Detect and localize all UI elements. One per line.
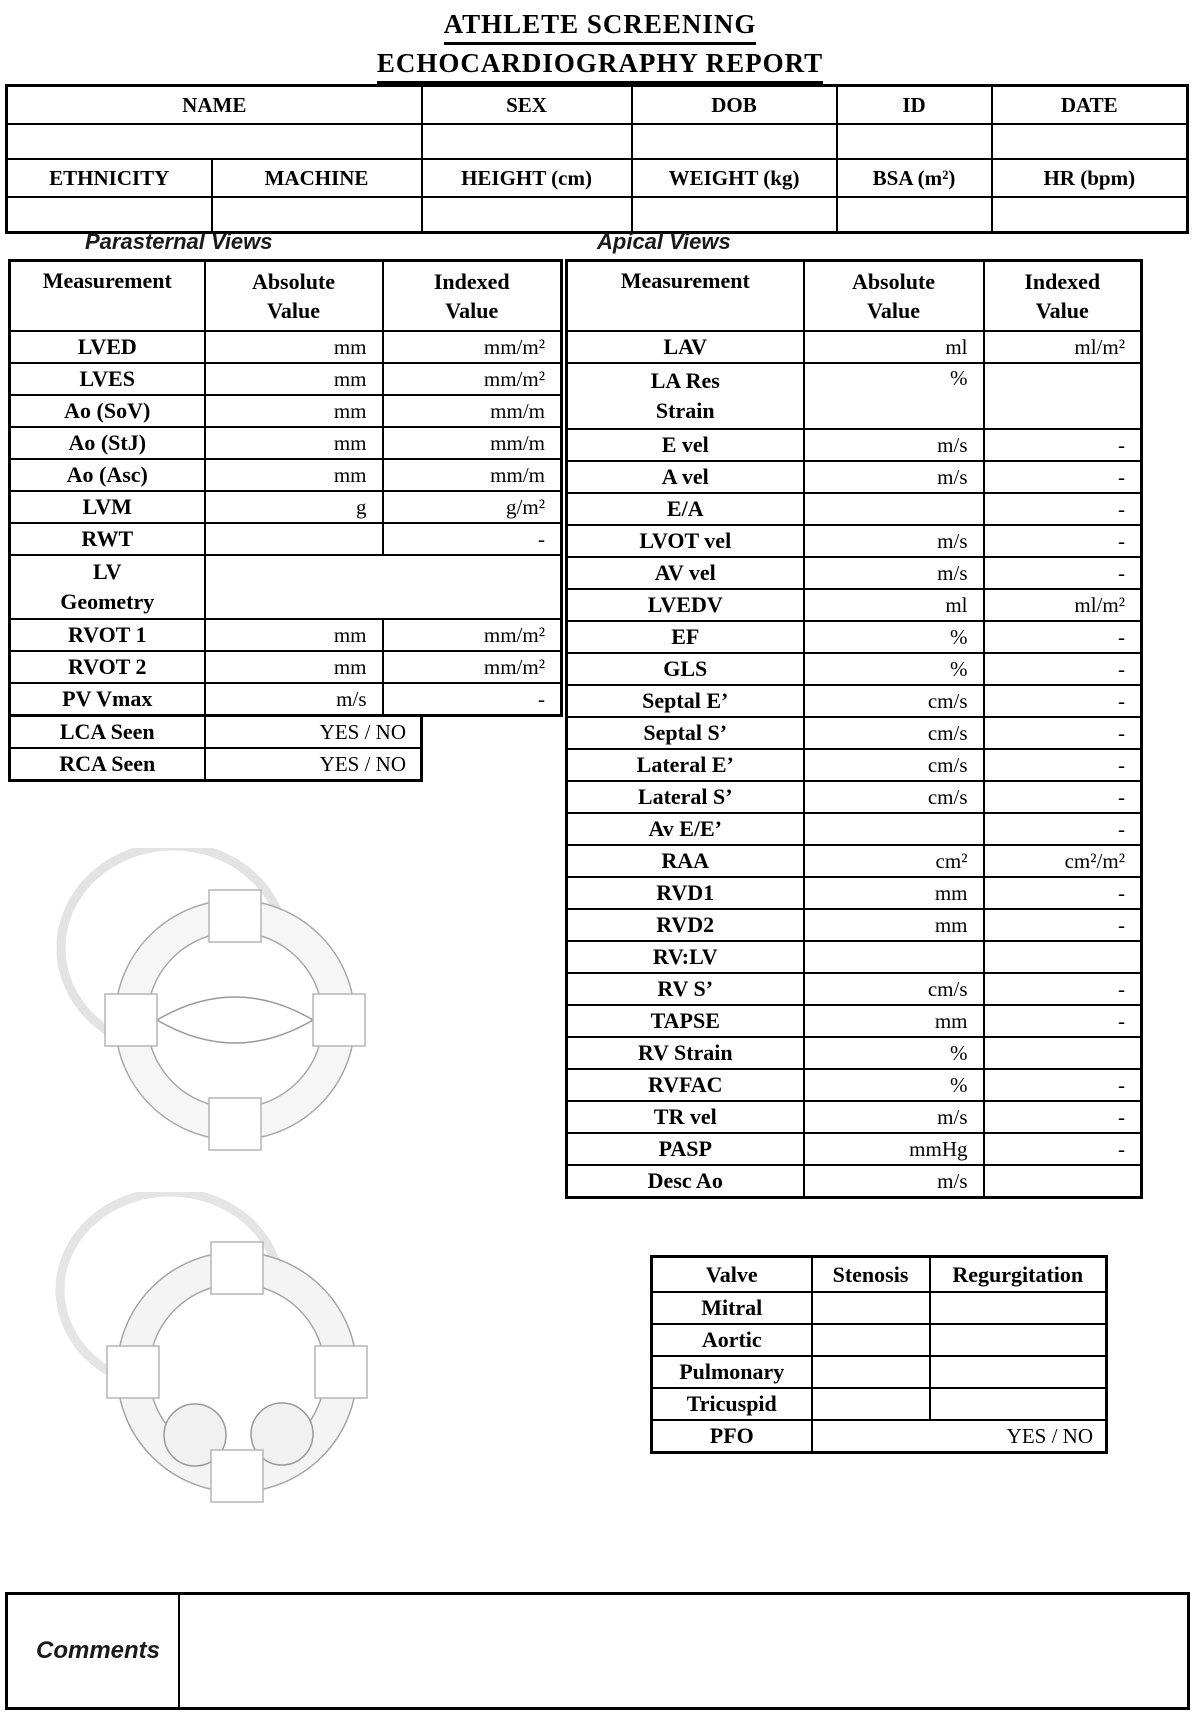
measurement-label-cell: Av E/E’ <box>567 813 804 845</box>
valve-label-cell: Mitral <box>652 1292 812 1324</box>
measurement-label-cell: RV:LV <box>567 941 804 973</box>
table-row <box>7 159 1188 197</box>
indexed-unit-cell: - <box>984 621 1142 653</box>
measurement-label-cell: LVM <box>10 491 205 523</box>
coronary-arteries-table <box>8 714 423 782</box>
page-title <box>0 6 1200 84</box>
table-row <box>567 653 1142 685</box>
absolute-unit-cell: % <box>804 653 984 685</box>
valve-label-cell: Pulmonary <box>652 1356 812 1388</box>
absolute-unit-cell <box>804 813 984 845</box>
table-row <box>567 429 1142 461</box>
table-row <box>567 941 1142 973</box>
regurgitation-column-header: Regurgitation <box>930 1257 1107 1293</box>
table-row <box>567 557 1142 589</box>
absolute-unit-cell: % <box>804 363 984 429</box>
measurement-label-cell: EF <box>567 621 804 653</box>
measurement-label-cell: LVOT vel <box>567 525 804 557</box>
comments-label-cell: Comments <box>7 1594 179 1709</box>
absolute-unit-cell <box>804 493 984 525</box>
demographics-table <box>5 84 1189 234</box>
indexed-unit-cell: - <box>984 557 1142 589</box>
absolute-unit-cell: cm/s <box>804 717 984 749</box>
absolute-unit-cell: % <box>804 1069 984 1101</box>
indexed-unit-cell: cm²/m² <box>984 845 1142 877</box>
bsa-header-cell: BSA (m²) <box>837 159 992 197</box>
table-row <box>10 523 562 555</box>
date-header-cell: DATE <box>992 86 1188 125</box>
absolute-unit-cell: mm <box>804 909 984 941</box>
indexed-unit-cell: - <box>984 717 1142 749</box>
indexed-value-column-header <box>383 261 562 332</box>
sex-header-cell: SEX <box>422 86 632 125</box>
absolute-unit-cell: mm <box>205 395 383 427</box>
table-header-row <box>10 261 562 332</box>
absolute-unit-cell[interactable] <box>205 523 383 555</box>
rca-seen-yes-no-cell: YES / NO <box>205 748 422 781</box>
measurement-label-cell: LAV <box>567 331 804 363</box>
measurement-label-cell: Lateral E’ <box>567 749 804 781</box>
title-line-2: ECHOCARDIOGRAPHY REPORT <box>377 45 823 84</box>
table-row <box>652 1292 1107 1324</box>
height-header-cell: HEIGHT (cm) <box>422 159 632 197</box>
measurement-label-cell: Ao (SoV) <box>10 395 205 427</box>
table-row <box>567 621 1142 653</box>
indexed-unit-cell: - <box>984 973 1142 1005</box>
table-row <box>10 331 562 363</box>
indexed-unit-cell: - <box>984 653 1142 685</box>
table-row <box>567 717 1142 749</box>
absolute-unit-cell: g <box>205 491 383 523</box>
table-row <box>567 461 1142 493</box>
absolute-unit-cell: mmHg <box>804 1133 984 1165</box>
indexed-unit-cell: mm/m² <box>383 651 562 683</box>
header-text: Indexed <box>1024 269 1101 294</box>
indexed-unit-cell: mm/m² <box>383 619 562 651</box>
absolute-unit-cell: m/s <box>205 683 383 716</box>
measurement-label-cell: Septal S’ <box>567 717 804 749</box>
table-row <box>652 1356 1107 1388</box>
measurement-label-cell: LCA Seen <box>10 716 205 749</box>
comments-table <box>5 1592 1190 1710</box>
table-row <box>567 1069 1142 1101</box>
measurement-label-cell: TAPSE <box>567 1005 804 1037</box>
absolute-unit-cell: ml <box>804 331 984 363</box>
absolute-value-column-header <box>804 261 984 332</box>
table-row <box>567 493 1142 525</box>
table-row <box>10 491 562 523</box>
table-row <box>567 845 1142 877</box>
table-row <box>567 331 1142 363</box>
lv-geometry-value-cell[interactable] <box>205 555 562 619</box>
valve-table <box>650 1255 1108 1454</box>
table-row <box>567 781 1142 813</box>
id-header-cell: ID <box>837 86 992 125</box>
measurement-label-cell: RVFAC <box>567 1069 804 1101</box>
table-header-row <box>567 261 1142 332</box>
indexed-unit-cell: mm/m² <box>383 363 562 395</box>
header-text: Value <box>267 298 320 323</box>
indexed-unit-cell: - <box>383 523 562 555</box>
indexed-unit-cell: mm/m <box>383 427 562 459</box>
table-row <box>10 395 562 427</box>
table-row <box>567 1165 1142 1198</box>
measurement-label-cell: Ao (Asc) <box>10 459 205 491</box>
measurement-label-cell: RVOT 2 <box>10 651 205 683</box>
machine-header-cell: MACHINE <box>212 159 422 197</box>
measurement-label-cell <box>567 363 804 429</box>
table-row <box>567 909 1142 941</box>
indexed-unit-cell: - <box>383 683 562 716</box>
indexed-unit-cell[interactable] <box>984 941 1142 973</box>
absolute-unit-cell: mm <box>205 331 383 363</box>
lca-seen-yes-no-cell: YES / NO <box>205 716 422 749</box>
table-header-row <box>652 1257 1107 1293</box>
absolute-unit-cell: mm <box>205 459 383 491</box>
parasternal-views-section <box>8 259 563 782</box>
absolute-unit-cell: m/s <box>804 1165 984 1198</box>
header-text: Value <box>445 298 499 323</box>
tricuspid-regurgitation-cell[interactable] <box>930 1388 1107 1420</box>
comments-text-cell[interactable] <box>179 1594 1189 1709</box>
table-row <box>567 1005 1142 1037</box>
table-row <box>567 1133 1142 1165</box>
ethnicity-header-cell: ETHNICITY <box>7 159 212 197</box>
title-line-1: ATHLETE SCREENING <box>444 6 757 45</box>
dob-value-cell[interactable] <box>632 124 837 159</box>
table-row <box>10 683 562 716</box>
table-row <box>10 459 562 491</box>
tricuspid-stenosis-cell[interactable] <box>812 1388 930 1420</box>
table-row <box>7 197 1188 233</box>
absolute-unit-cell: mm <box>804 877 984 909</box>
parasternal-views-heading: Parasternal Views <box>85 229 273 254</box>
table-row <box>567 813 1142 845</box>
indexed-unit-cell: - <box>984 1101 1142 1133</box>
measurement-label-cell: PV Vmax <box>10 683 205 716</box>
measurement-label-cell: Septal E’ <box>567 685 804 717</box>
measurement-label-cell: LVES <box>10 363 205 395</box>
measurement-label-cell: RVOT 1 <box>10 619 205 651</box>
indexed-unit-cell: - <box>984 685 1142 717</box>
measurement-label-cell: LVEDV <box>567 589 804 621</box>
table-row <box>567 1037 1142 1069</box>
header-text: Indexed <box>433 269 510 294</box>
measurement-label-cell: GLS <box>567 653 804 685</box>
absolute-unit-cell: m/s <box>804 525 984 557</box>
absolute-value-column-header <box>205 261 383 332</box>
indexed-unit-cell: mm/m <box>383 395 562 427</box>
table-row <box>567 363 1142 429</box>
table-row <box>10 363 562 395</box>
sex-value-cell[interactable] <box>422 124 632 159</box>
absolute-unit-cell: cm/s <box>804 973 984 1005</box>
absolute-unit-cell: cm² <box>804 845 984 877</box>
apical-table <box>565 259 1143 1199</box>
measurement-label-cell: Desc Ao <box>567 1165 804 1198</box>
absolute-unit-cell: m/s <box>804 1101 984 1133</box>
indexed-unit-cell: ml/m² <box>984 589 1142 621</box>
header-text: Value <box>1035 298 1089 323</box>
table-row <box>10 619 562 651</box>
table-row <box>567 685 1142 717</box>
absolute-unit-cell: mm <box>205 363 383 395</box>
dob-header-cell: DOB <box>632 86 837 125</box>
weight-value-cell[interactable] <box>632 197 837 233</box>
absolute-unit-cell: mm <box>804 1005 984 1037</box>
table-row <box>10 555 562 619</box>
absolute-unit-cell: cm/s <box>804 781 984 813</box>
measurement-label-cell: RCA Seen <box>10 748 205 781</box>
indexed-unit-cell: g/m² <box>383 491 562 523</box>
indexed-unit-cell: - <box>984 877 1142 909</box>
name-value-cell[interactable] <box>7 124 422 159</box>
aortic-regurgitation-cell[interactable] <box>930 1324 1107 1356</box>
absolute-unit-cell[interactable] <box>804 941 984 973</box>
measurement-label-cell: RAA <box>567 845 804 877</box>
indexed-unit-cell: - <box>984 909 1142 941</box>
mitral-regurgitation-cell[interactable] <box>930 1292 1107 1324</box>
table-row <box>567 525 1142 557</box>
measurement-label-cell <box>10 555 205 619</box>
absolute-unit-cell: m/s <box>804 429 984 461</box>
absolute-unit-cell: mm <box>205 619 383 651</box>
header-text: Absolute <box>251 269 336 294</box>
absolute-unit-cell: mm <box>205 427 383 459</box>
table-row <box>7 1594 1189 1709</box>
table-row <box>567 973 1142 1005</box>
measurement-label-cell: RWT <box>10 523 205 555</box>
table-row <box>567 589 1142 621</box>
indexed-unit-cell[interactable] <box>984 1165 1142 1198</box>
absolute-unit-cell: cm/s <box>804 685 984 717</box>
hr-header-cell: HR (bpm) <box>992 159 1188 197</box>
hr-value-cell[interactable] <box>992 197 1188 233</box>
table-row <box>7 86 1188 125</box>
indexed-value-column-header <box>984 261 1142 332</box>
measurement-label-cell: PASP <box>567 1133 804 1165</box>
measurement-column-header: Measurement <box>567 261 804 332</box>
id-value-cell[interactable] <box>837 124 992 159</box>
short-axis-papillary-muscle-level-diagram <box>55 1192 395 1537</box>
measurement-label-cell: RVD1 <box>567 877 804 909</box>
weight-header-cell: WEIGHT (kg) <box>632 159 837 197</box>
header-text: Value <box>867 298 920 323</box>
header-text: Absolute <box>851 269 936 294</box>
measurement-label-cell: RV S’ <box>567 973 804 1005</box>
indexed-unit-cell: - <box>984 525 1142 557</box>
valve-label-cell: Aortic <box>652 1324 812 1356</box>
absolute-unit-cell: m/s <box>804 557 984 589</box>
absolute-unit-cell: m/s <box>804 461 984 493</box>
measurement-column-header: Measurement <box>10 261 205 332</box>
absolute-unit-cell: cm/s <box>804 749 984 781</box>
measurement-label-cell: Ao (StJ) <box>10 427 205 459</box>
absolute-unit-cell: % <box>804 621 984 653</box>
indexed-unit-cell: mm/m <box>383 459 562 491</box>
label-text: LA Res Strain <box>650 368 720 423</box>
table-row <box>567 1101 1142 1133</box>
date-value-cell[interactable] <box>992 124 1188 159</box>
pulmonary-regurgitation-cell[interactable] <box>930 1356 1107 1388</box>
absolute-unit-cell: mm <box>205 651 383 683</box>
indexed-unit-cell: mm/m² <box>383 331 562 363</box>
pulmonary-stenosis-cell[interactable] <box>812 1356 930 1388</box>
indexed-unit-cell: - <box>984 1133 1142 1165</box>
measurement-label-cell: E vel <box>567 429 804 461</box>
table-row <box>652 1324 1107 1356</box>
table-row <box>10 651 562 683</box>
table-row <box>7 124 1188 159</box>
measurement-label-cell: RVD2 <box>567 909 804 941</box>
indexed-unit-cell: - <box>984 1069 1142 1101</box>
table-row <box>567 877 1142 909</box>
machine-value-cell[interactable] <box>212 197 422 233</box>
indexed-unit-cell: - <box>984 461 1142 493</box>
absolute-unit-cell: ml <box>804 589 984 621</box>
measurement-label-cell: TR vel <box>567 1101 804 1133</box>
table-row <box>10 716 422 749</box>
apical-views-heading: Apical Views <box>597 229 731 254</box>
indexed-unit-cell <box>984 1037 1142 1069</box>
aortic-stenosis-cell[interactable] <box>812 1324 930 1356</box>
table-row <box>652 1388 1107 1420</box>
indexed-unit-cell: ml/m² <box>984 331 1142 363</box>
valve-label-cell: Tricuspid <box>652 1388 812 1420</box>
name-header-cell: NAME <box>7 86 422 125</box>
measurement-label-cell: RV Strain <box>567 1037 804 1069</box>
table-row <box>652 1420 1107 1453</box>
stenosis-column-header: Stenosis <box>812 1257 930 1293</box>
bsa-value-cell[interactable] <box>837 197 992 233</box>
indexed-unit-cell: - <box>984 813 1142 845</box>
height-value-cell[interactable] <box>422 197 632 233</box>
pfo-yes-no-cell: YES / NO <box>812 1420 1107 1453</box>
indexed-unit-cell: - <box>984 493 1142 525</box>
indexed-unit-cell: - <box>984 429 1142 461</box>
indexed-unit-cell: - <box>984 749 1142 781</box>
mitral-stenosis-cell[interactable] <box>812 1292 930 1324</box>
measurement-label-cell: LVED <box>10 331 205 363</box>
measurement-label-cell: A vel <box>567 461 804 493</box>
parasternal-table <box>8 259 563 717</box>
measurement-label-cell: AV vel <box>567 557 804 589</box>
valve-label-cell: PFO <box>652 1420 812 1453</box>
table-row <box>567 749 1142 781</box>
short-axis-mitral-valve-level-diagram <box>55 848 395 1178</box>
absolute-unit-cell: % <box>804 1037 984 1069</box>
indexed-unit-cell <box>984 363 1142 429</box>
ethnicity-value-cell[interactable] <box>7 197 212 233</box>
table-row <box>10 748 422 781</box>
valve-column-header: Valve <box>652 1257 812 1293</box>
table-row <box>10 427 562 459</box>
indexed-unit-cell: - <box>984 1005 1142 1037</box>
measurement-label-cell: E/A <box>567 493 804 525</box>
indexed-unit-cell: - <box>984 781 1142 813</box>
label-text: LV Geometry <box>60 559 155 614</box>
measurement-label-cell: Lateral S’ <box>567 781 804 813</box>
